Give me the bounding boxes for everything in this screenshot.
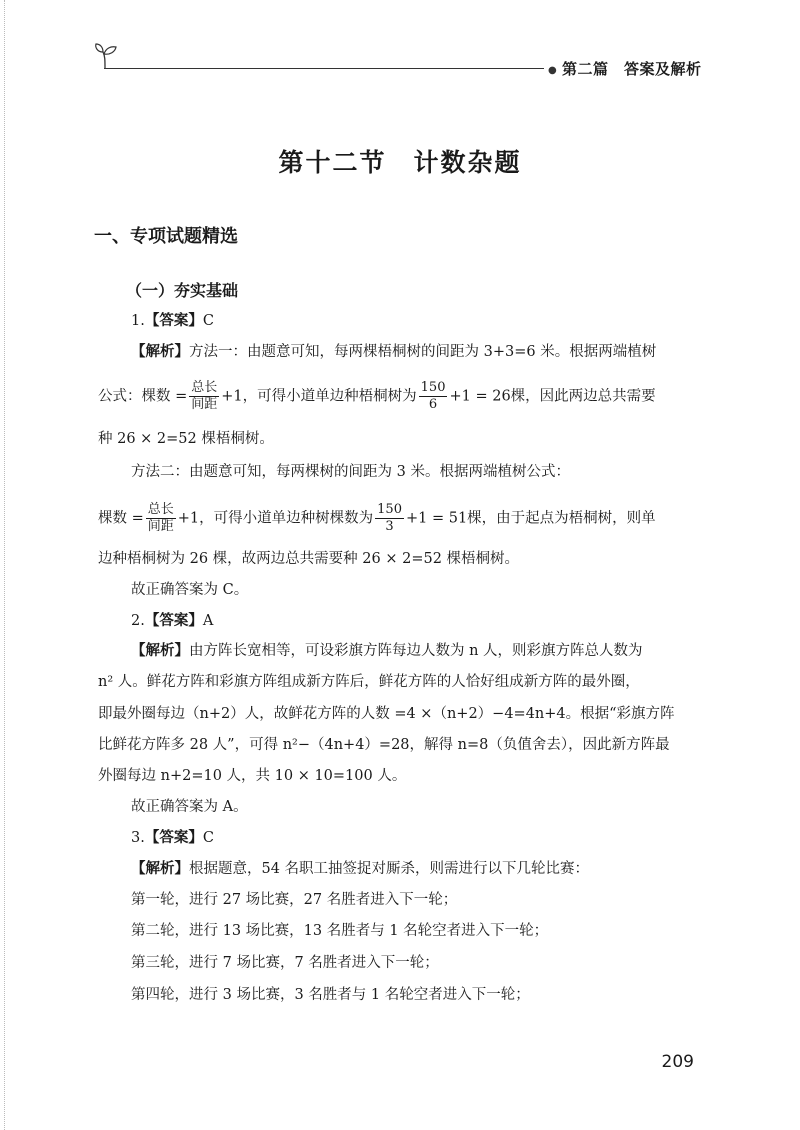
q2-text: 由方阵长宽相等，可设彩旗方阵每边人数为 n 人，则彩旗方阵总人数为 (189, 643, 643, 659)
q1-text: +1，可得小道单边种梧桐树为 (221, 388, 417, 405)
fraction-denominator: 间距 (191, 397, 218, 412)
q2-analysis-line3: 即最外圈每边（n+2）人，故鲜花方阵的人数 =4 ×（n+2）−4=4n+4。根据“彩旗方阵 (98, 706, 675, 722)
section-title: 第十二节 计数杂题 (278, 148, 522, 177)
q3-answer-label: 【答案】 (144, 830, 203, 846)
q3-round2: 第二轮，进行 13 场比赛，13 名胜者与 1 名轮空者进入下一轮； (131, 923, 549, 939)
q1-text: 棵数 = (98, 510, 144, 527)
q1-analysis-line6: 边种梧桐树为 26 棵，故两边总共需要种 26 × 2=52 棵梧桐树。 (98, 551, 520, 567)
part-heading: 一、专项试题精选 (94, 226, 238, 247)
q3-answer (131, 828, 214, 848)
q2-answer-value: A (202, 613, 214, 629)
running-header (94, 42, 702, 82)
sub-heading: （一）夯实基础 (126, 281, 239, 300)
q2-answer-label: 【答案】 (144, 613, 203, 629)
page-number: 209 (661, 1052, 694, 1072)
q1-fraction-2 (419, 380, 448, 413)
q1-fraction-1 (189, 380, 219, 413)
q2-conclusion: 故正确答案为 A。 (131, 799, 248, 815)
q1-fraction-4 (375, 502, 404, 535)
q1-answer-label: 【答案】 (144, 313, 203, 329)
q2-analysis-line2: n² 人。鲜花方阵和彩旗方阵组成新方阵后，鲜花方阵的人恰好组成新方阵的最外圈， (98, 674, 640, 690)
fraction-numerator: 总长 (147, 502, 174, 517)
q1-text: +1 = 26棵，因此两边总共需要 (449, 388, 656, 405)
q3-number: 3. (131, 830, 145, 846)
q2-analysis-line5: 外圈每边 n+2=10 人，共 10 × 10=100 人。 (98, 768, 407, 784)
q1-conclusion: 故正确答案为 C。 (131, 582, 249, 598)
fraction-numerator: 150 (377, 502, 402, 517)
q2-answer (131, 611, 213, 631)
q3-round4: 第四轮，进行 3 场比赛，3 名胜者与 1 名轮空者进入下一轮； (131, 987, 530, 1003)
q1-number: 1. (131, 313, 145, 329)
q2-analysis-line4: 比鲜花方阵多 28 人”，可得 n²−（4n+4）=28，解得 n=8（负值舍去），因此新方阵最 (98, 737, 670, 753)
q2-number: 2. (131, 613, 145, 629)
q1-text: +1，可得小道单边种树棵数为 (177, 510, 374, 527)
q1-text: 方法一：由题意可知，每两棵梧桐树的间距为 3+3=6 米。根据两端植树 (189, 344, 657, 360)
fraction-numerator: 总长 (191, 380, 218, 395)
q3-round1: 第一轮，进行 27 场比赛，27 名胜者进入下一轮； (131, 892, 458, 908)
q3-analysis-line1 (131, 859, 589, 879)
q1-analysis-line3: 种 26 × 2=52 棵梧桐树。 (98, 431, 274, 447)
header-rule (104, 68, 544, 69)
q1-text: 公式：棵数 = (98, 388, 188, 405)
header-dot: ● (548, 65, 557, 76)
fraction-denominator: 3 (385, 519, 394, 534)
q1-analysis-line2 (98, 380, 656, 413)
q3-analysis-label: 【解析】 (131, 861, 189, 877)
fraction-denominator: 6 (428, 397, 438, 412)
q1-text: +1 = 51棵，由于起点为梧桐树，则单 (405, 510, 656, 527)
q1-analysis-line5 (98, 502, 656, 535)
q2-analysis-label: 【解析】 (131, 643, 189, 659)
q3-answer-value: C (202, 830, 214, 846)
q3-round3: 第三轮，进行 7 场比赛，7 名胜者进入下一轮； (131, 955, 439, 971)
fraction-numerator: 150 (420, 380, 446, 395)
sprout-icon (94, 42, 120, 70)
header-text: 第二篇 答案及解析 (562, 60, 702, 78)
q2-analysis-line1 (131, 641, 643, 661)
q3-text: 根据题意，54 名职工抽签捉对厮杀，则需进行以下几轮比赛： (189, 861, 590, 877)
q1-fraction-3 (146, 502, 176, 535)
q1-answer (131, 311, 214, 331)
q1-answer-value: C (202, 313, 214, 329)
q1-analysis-line1 (131, 342, 656, 362)
q1-analysis-label: 【解析】 (131, 344, 189, 360)
fraction-denominator: 间距 (147, 519, 174, 534)
q1-analysis-line4: 方法二：由题意可知，每两棵树的间距为 3 米。根据两端植树公式： (131, 464, 570, 480)
